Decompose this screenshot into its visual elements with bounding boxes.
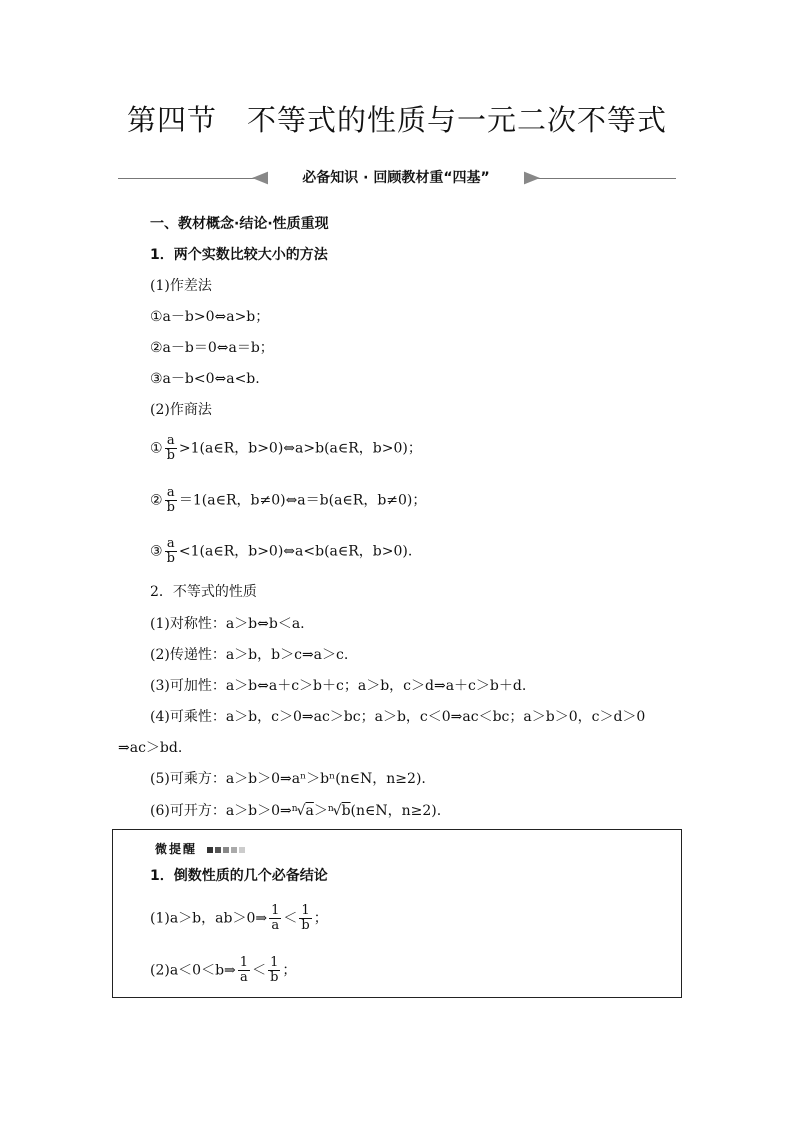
- quotient-rule-1: [150, 434, 422, 463]
- tip-r1-frac2-den: b: [301, 918, 310, 933]
- tip-r1-compare: ＜: [283, 910, 298, 927]
- page-title: 第四节 不等式的性质与一元二次不等式: [126, 103, 667, 137]
- method-difference: (1)作差法: [150, 278, 212, 294]
- tip-badge: [155, 840, 247, 857]
- property-power: (5)可乘方：a＞b＞0⇒aⁿ＞bⁿ(n∈N，n≥2).: [150, 771, 426, 787]
- q2-marker: ②: [150, 492, 163, 509]
- q2-text: ＝1(a∈R，b≠0)⇔a＝b(a∈R，b≠0)；: [178, 492, 427, 509]
- radical-icon: √: [296, 803, 306, 819]
- q2-numerator: a: [165, 486, 177, 501]
- q1-denominator: b: [166, 448, 175, 463]
- q2-fraction: [165, 486, 177, 515]
- root-suffix: (n∈N，n≥2).: [350, 803, 442, 819]
- section-banner: [118, 166, 676, 192]
- q1-text: >1(a∈R，b>0)⇔a>b(a∈R，b>0)；: [178, 440, 422, 457]
- tip-r2-frac2: [268, 956, 280, 985]
- tip-r2-frac1-den: a: [240, 970, 248, 985]
- property-symmetry: (1)对称性：a＞b⇔b＜a.: [150, 616, 305, 632]
- tip-rule-1: [150, 904, 328, 933]
- root-compare: ＞: [313, 803, 328, 819]
- quotient-rule-3: [150, 537, 412, 566]
- tip-r1-frac2: [299, 904, 311, 933]
- q2-denominator: b: [166, 500, 175, 515]
- difference-rule-1: ①a－b>0⇔a>b；: [150, 309, 270, 325]
- root-prefix: (6)可开方：a＞b＞0⇒: [150, 803, 292, 819]
- tip-dots-icon: [207, 846, 247, 856]
- tip-r1-frac2-num: 1: [299, 904, 311, 919]
- tip-r2-frac2-den: b: [270, 970, 279, 985]
- radical-icon-2: √: [332, 803, 342, 819]
- method-quotient: (2)作商法: [150, 402, 212, 418]
- tip-r1-frac1: [269, 904, 281, 933]
- tip-box: [112, 829, 682, 998]
- section-heading: 一、教材概念·结论·性质重现: [150, 216, 329, 232]
- tip-title: 1．倒数性质的几个必备结论: [150, 868, 328, 884]
- property-addition: (3)可加性：a＞b⇔a＋c＞b＋c；a＞b，c＞d⇒a＋c＞b＋d.: [150, 678, 527, 694]
- difference-rule-2: ②a－b＝0⇔a＝b；: [150, 340, 274, 356]
- tip-r2-frac1-num: 1: [239, 955, 249, 970]
- tip-rule-2: [150, 956, 296, 985]
- tip-r2-compare: ＜: [252, 962, 267, 979]
- q3-text: <1(a∈R，b>0)⇔a<b(a∈R，b>0).: [178, 543, 413, 560]
- property-root: [150, 801, 441, 823]
- tip-r1-frac1-den: a: [271, 918, 280, 933]
- q1-fraction: [165, 434, 177, 463]
- tip-r1-frac1-num: 1: [271, 903, 280, 918]
- item2-title: 2．不等式的性质: [150, 584, 257, 600]
- tip-r2-frac2-num: 1: [268, 956, 280, 971]
- root-index: n: [291, 804, 298, 814]
- q3-marker: ③: [150, 543, 163, 560]
- radicand-a: a: [305, 803, 314, 819]
- q3-denominator: b: [166, 551, 175, 566]
- radicand-b: b: [341, 803, 351, 819]
- difference-rule-3: ③a－b<0⇔a<b.: [150, 371, 260, 387]
- item1-title: 1．两个实数比较大小的方法: [150, 247, 328, 263]
- root-index-2: n: [327, 804, 334, 814]
- q1-marker: ①: [150, 440, 163, 457]
- q1-numerator: a: [165, 434, 177, 449]
- property-transitivity: (2)传递性：a＞b，b＞c⇒a＞c.: [150, 647, 349, 663]
- q3-fraction: [165, 537, 177, 566]
- tip-r2-prefix: (2)a＜0＜b⇒: [150, 962, 236, 979]
- tip-badge-label: 微提醒: [155, 842, 198, 856]
- property-multiplication: (4)可乘性：a＞b，c＞0⇒ac＞bc；a＞b，c＜0⇒ac＜bc；a＞b＞0，c＞d＞0: [150, 709, 646, 725]
- q3-numerator: a: [165, 537, 177, 552]
- quotient-rule-2: [150, 486, 426, 515]
- banner-label: 必备知识 · 回顾教材重“四基”: [268, 166, 524, 190]
- tip-r2-frac1: [238, 956, 250, 985]
- tip-r1-prefix: (1)a＞b，ab＞0⇒: [150, 910, 268, 927]
- tip-r1-suffix: ；: [313, 910, 328, 927]
- property-multiplication-cont: ⇒ac＞bd.: [118, 740, 183, 756]
- tip-r2-suffix: ；: [282, 962, 297, 979]
